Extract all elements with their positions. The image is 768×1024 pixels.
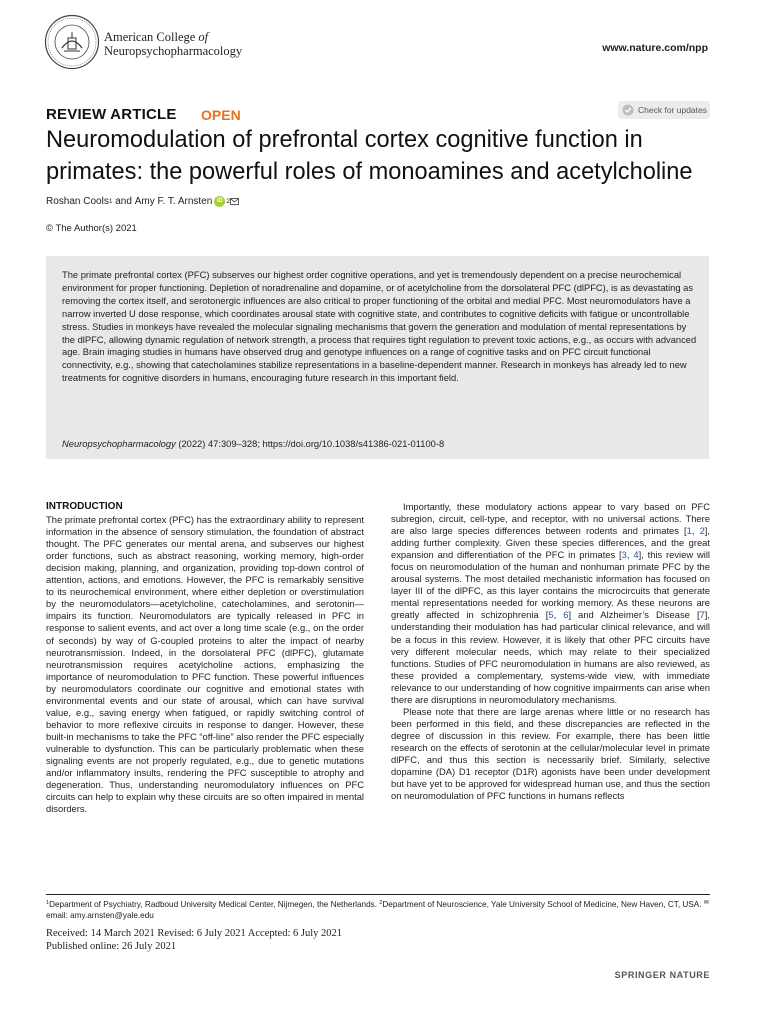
- received-dates: Received: 14 March 2021 Revised: 6 July 2021 Accepted: 6 July 2021: [46, 928, 342, 939]
- reference-link[interactable]: 1: [686, 525, 692, 537]
- body-column-left: [46, 501, 364, 815]
- article-type-label: REVIEW ARTICLE: [46, 106, 177, 123]
- check-updates-button[interactable]: [618, 101, 710, 119]
- org-name-line2: Neuropsychopharmacology: [104, 44, 243, 58]
- reference-link[interactable]: 2: [699, 525, 705, 537]
- article-title: Neuromodulation of prefrontal cortex cognitive function in primates: the powerful roles of monoamines and acetylcholine: [46, 127, 693, 185]
- copyright-line: © The Author(s) 2021: [46, 223, 137, 234]
- author-name[interactable]: Roshan Cools: [46, 196, 109, 207]
- check-updates-icon: [622, 104, 634, 116]
- mail-icon[interactable]: [230, 198, 239, 205]
- org-name-line1: American College of: [104, 30, 209, 44]
- org-name: [104, 30, 242, 58]
- publication-dates: [46, 927, 342, 953]
- citation-journal: Neuropsychopharmacology: [62, 439, 176, 449]
- body-paragraph: Importantly, these modulatory actions appear to vary based on PFC subregion, circuit, cell-type, and receptor, with no universal actions. There are also large species differences between rodents and primates [1, 2], adding further complexity. Given these species differences, and the great expansion and differentiation of the PFC in primates [3, 4], this review will focus on neuromodulation of the human and nonhuman primate PFC by the arousal systems. The most detailed mechanistic information has focused on layer III of the dlPFC, as this layer contains the microcircuits that generate mental representations needed for working memory. As these neurons are greatly affected in schizophrenia [5, 6] and Alzheimer’s Disease [7], understanding their modulation has had particular clinical relevance, and will be a focus in this review. However, it is likely that other PFC circuits have very different molecular needs, which may relate to their specialized functions. Studies of PFC neuromodulation in humans are also reviewed, as these provided a complementary, systems-wide view, with immediate relevance to our understanding of how cognitive impairments can arise when there are disruptions in neuromodulatory mechanisms.: [391, 501, 710, 705]
- check-updates-label: Check for updates: [638, 105, 707, 115]
- body-column-right: [391, 501, 710, 802]
- mail-icon: ✉: [703, 900, 709, 906]
- acnp-seal-logo: [44, 14, 100, 70]
- citation-line: [62, 439, 444, 449]
- reference-link[interactable]: 5: [548, 609, 554, 621]
- author-name[interactable]: Amy F. T. Arnsten: [134, 196, 213, 207]
- author-affiliation-sup: 2: [226, 198, 230, 205]
- footer-divider: [46, 894, 710, 895]
- author-joiner: and: [112, 196, 135, 207]
- body-paragraph: Please note that there are large arenas where little or no research has been performed in this field, and these discrepancies are reflected in the degree of discussion in this review. For example, there has been little research on the effects of serotonin at the cellular/molecular level in primate dlPFC, and thus this section is necessarily brief. Similarly, selective dopamine (DA) D1 receptor (D1R) agonists have been under development but have yet to be approved for widespread human use, and thus the section on neuromodulation of PFC functions in humans reflects: [391, 705, 710, 802]
- reference-link[interactable]: 3: [621, 549, 627, 561]
- abstract-text: The primate prefrontal cortex (PFC) subserves our highest order cognitive operations, and yet is tremendously dependent on a precise neurochemical environment for proper functioning. Depletion of noradrenaline and dopamine, or of acetylcholine from the dorsolateral PFC (dlPFC), is as devastating as removing the cortex itself, and serotonergic influences are also critical to proper functioning of the orbital and medial PFC. Most neuromodulators have a narrow inverted U dose response, which coordinates arousal state with cognitive state, and contributes to cognitive deficits with fatigue or uncontrollable stress. Studies in monkeys have revealed the molecular signaling mechanisms that govern the generation and modulation of mental representations by the dlPFC, allowing dynamic regulation of network strength, a process that requires tight regulation to prevent toxic actions, e.g., as occurs with advanced age. Brain imaging studies in humans have observed drug and genotype influences on a range of cognitive tasks and on PFC circuit functional connectivity, e.g., showing that catecholamines stabilize representations in a baseline-dependent manner. Research in monkeys has already led to new treatments for cognitive disorders in humans, encouraging future research in this important field.: [62, 270, 697, 384]
- affiliations: $^1$Department of Psychiatry, Radboud University Medical Center, Nijmegen, the Netherlands. $^2$Department of Neuroscience, Yale University School of Medicine, New Haven, CT, USA. ✉email: amy.arnsten@yale.edu: [46, 900, 709, 920]
- reference-link[interactable]: 7: [699, 609, 705, 621]
- open-access-label: OPEN: [201, 107, 241, 123]
- author-list: [46, 196, 239, 207]
- reference-link[interactable]: 4: [633, 549, 639, 561]
- publisher-logo: SPRINGER NATURE: [614, 970, 710, 980]
- body-paragraph: The primate prefrontal cortex (PFC) has the extraordinary ability to represent information in the absence of sensory stimulation, the foundation of abstract thought. The PFC generates our mental arena, and subserves our highest order functions, such as abstract reasoning, working memory, high-order decision making, planning, and organization, providing top-down control of attention, actions, and emotions. However, the PFC is remarkably sensitive to its neurochemical environment, where either depletion or overstimulation by the neuromodulators—acetylcholine, catecholamines, and serotonin—impairs its function. Neuromodulators are typically released in PFC in response to salient events, and act over a long time scale (e.g., on the order of seconds) by way of G-coupled proteins to alter the impact of nearby neurotransmission. Indeed, in the dorsolateral PFC (dlPFC), glutamate neurotransmission requires acetylcholine actions, emphasizing the importance of neuromodulation to PFC function. These powerful influences by neuromodulators coordinate our cognitive and emotional states with environmental events and our state of arousal, which can have survival value, e.g., saving energy when fatigued, or rapidly switching control of behavior to more reflexive circuits in response to danger. However, these built-in mechanisms to take the PFC “off-line” also render the PFC especially vulnerable to dysfunction. This can be particularly problematic when these signaling events are not properly regulated, e.g., due to genetic mutations and/or inflammatory insults, rendering the PFC susceptible to atrophy and degeneration. Thus, understanding neuromodulatory influences on PFC circuits can help to explain why these circuits are so often impaired in mental disorders.: [46, 514, 364, 815]
- reference-link[interactable]: 6: [563, 609, 569, 621]
- published-date: Published online: 26 July 2021: [46, 941, 177, 952]
- corresponding-email[interactable]: email: amy.arnsten@yale.edu: [46, 911, 154, 920]
- citation-details[interactable]: (2022) 47:309–328; https://doi.org/10.1038/s41386-021-01100-8: [175, 439, 445, 449]
- author-affiliation-sup: 1: [108, 198, 113, 205]
- orcid-icon[interactable]: iD: [214, 196, 225, 207]
- section-heading-introduction: INTRODUCTION: [46, 501, 123, 512]
- journal-url[interactable]: www.nature.com/npp: [602, 42, 708, 54]
